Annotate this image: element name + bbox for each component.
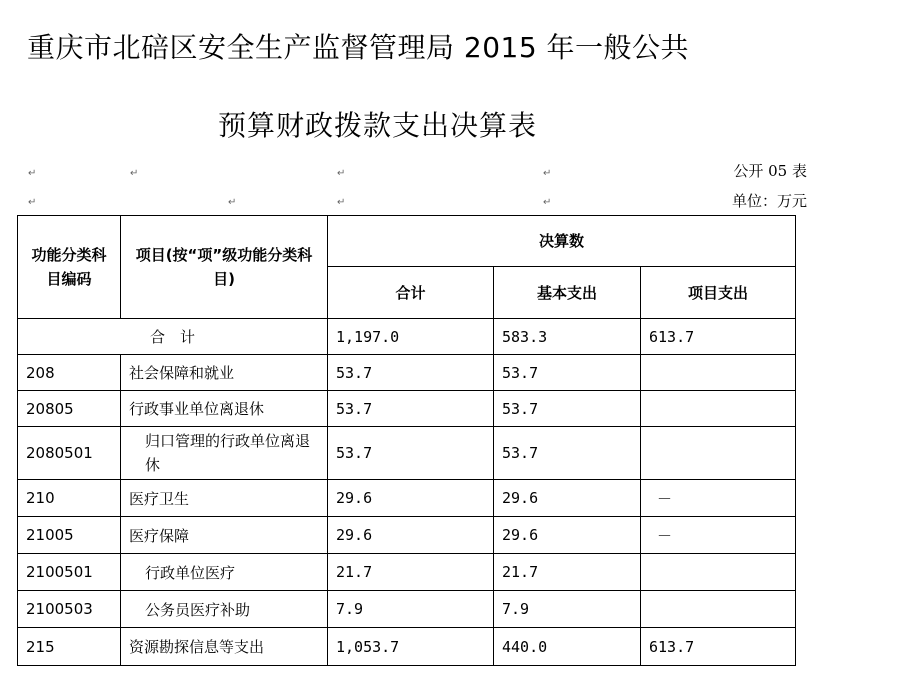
row-basic: 53.7 (494, 391, 641, 427)
document-title-line1: 重庆市北碚区安全生产监督管理局 2015 年一般公共 (27, 31, 690, 64)
paragraph-mark-icon: ↵ (337, 197, 346, 208)
row-code: 215 (18, 628, 121, 666)
row-total: 53.7 (328, 355, 494, 391)
row-total: 53.7 (328, 391, 494, 427)
row-item: 行政事业单位离退休 (121, 391, 328, 427)
header-item: 项目(按“项”级功能分类科目) (121, 216, 328, 319)
paragraph-mark-icon: ↵ (28, 168, 37, 179)
paragraph-mark-icon: ↵ (337, 168, 346, 179)
row-code: 2080501 (18, 427, 121, 480)
row-project: 613.7 (641, 628, 796, 666)
row-item: 医疗保障 (121, 517, 328, 554)
row-item: 归口管理的行政单位离退休 (121, 427, 328, 480)
row-basic: 53.7 (494, 355, 641, 391)
row-project: － (641, 480, 796, 517)
paragraph-mark-icon: ↵ (130, 168, 139, 179)
total-amount: 1,197.0 (328, 319, 494, 355)
table-row (18, 517, 796, 554)
total-project: 613.7 (641, 319, 796, 355)
row-total: 53.7 (328, 427, 494, 480)
row-code: 208 (18, 355, 121, 391)
row-basic: 29.6 (494, 480, 641, 517)
table-row (18, 391, 796, 427)
total-basic: 583.3 (494, 319, 641, 355)
table-row (18, 628, 796, 666)
row-basic: 53.7 (494, 427, 641, 480)
unit-label: 单位：万元 (731, 192, 807, 210)
row-item: 资源勘探信息等支出 (121, 628, 328, 666)
row-item: 行政单位医疗 (121, 554, 328, 591)
row-project (641, 391, 796, 427)
row-total: 29.6 (328, 517, 494, 554)
table-row (18, 427, 796, 480)
table-row (18, 554, 796, 591)
row-project (641, 427, 796, 480)
document-title-line2: 预算财政拨款支出决算表 (218, 109, 538, 142)
header-settlement: 决算数 (328, 216, 796, 267)
row-basic: 21.7 (494, 554, 641, 591)
table-row (18, 355, 796, 391)
header-total: 合计 (328, 267, 494, 319)
header-basic: 基本支出 (494, 267, 641, 319)
row-code: 2100501 (18, 554, 121, 591)
row-item: 公务员医疗补助 (121, 591, 328, 628)
paragraph-mark-icon: ↵ (543, 168, 552, 179)
table-row (18, 480, 796, 517)
row-project (641, 591, 796, 628)
row-code: 210 (18, 480, 121, 517)
row-code: 2100503 (18, 591, 121, 628)
row-code: 20805 (18, 391, 121, 427)
budget-table (17, 215, 796, 666)
row-total: 21.7 (328, 554, 494, 591)
total-row (18, 319, 796, 355)
header-project: 项目支出 (641, 267, 796, 319)
table-code: 公开 05 表 (733, 162, 807, 180)
row-total: 7.9 (328, 591, 494, 628)
row-item: 医疗卫生 (121, 480, 328, 517)
row-code: 21005 (18, 517, 121, 554)
paragraph-mark-icon: ↵ (543, 197, 552, 208)
row-project (641, 355, 796, 391)
total-label: 合 计 (18, 319, 328, 355)
row-item: 社会保障和就业 (121, 355, 328, 391)
row-basic: 29.6 (494, 517, 641, 554)
row-total: 29.6 (328, 480, 494, 517)
row-basic: 440.0 (494, 628, 641, 666)
row-project: － (641, 517, 796, 554)
header-code: 功能分类科目编码 (18, 216, 121, 319)
row-basic: 7.9 (494, 591, 641, 628)
row-total: 1,053.7 (328, 628, 494, 666)
paragraph-mark-icon: ↵ (228, 197, 237, 208)
row-project (641, 554, 796, 591)
paragraph-mark-icon: ↵ (28, 197, 37, 208)
table-row (18, 591, 796, 628)
